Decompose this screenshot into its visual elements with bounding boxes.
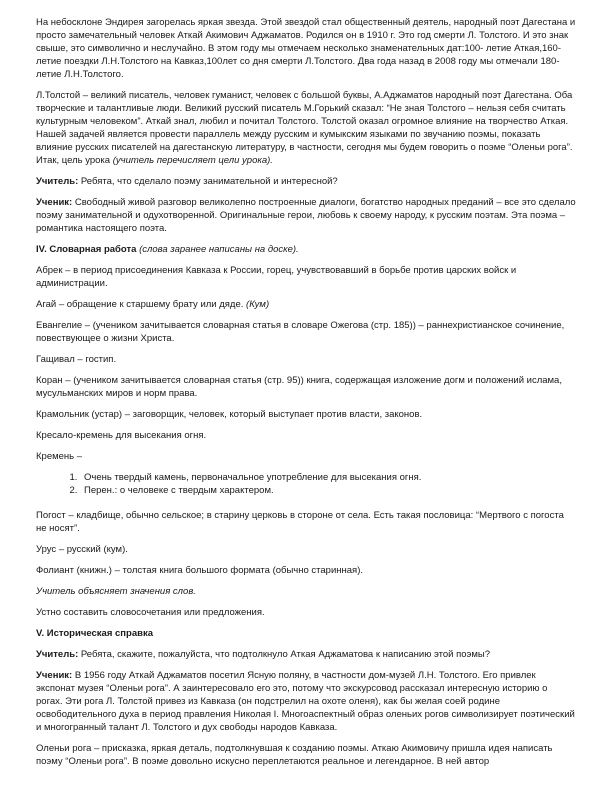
student-answer-2: Ученик: В 1956 году Аткай Аджаматов посетил Ясную поляну, в частности дом-музей Л.Н. Толстого. Его привлек экспонат музея “Оленьи рога”. А заинтересовало его это, потому что экскурсовод рассказал интересную историю о рогах. Эти рога Л. Толстой привез из Кавказа (он подстрелил на охоте оленя), как бы желая соей родине освободительного духа в период правления Николая I. Многоаспектный образ оленьих рогов символизирует поэтический и многогранный талант Л. Толстого и дух свободы народов Кавказа. <box>36 670 575 733</box>
oral-task: Устно составить словосочетания или предложения. <box>36 607 265 618</box>
intro-paragraph: На небосклоне Эндирея загорелась яркая звезда. Этой звездой стал общественный деятель, народный поэт Дагестана и просто замечательный человек Аткай Акимович Аджаматов. Родился он в 1910 г. Это год смерти Л. Толстого. И это знак свыше, это символично и неслучайно. В этом году мы отмечаем несколько знаменательных дат:100- летие Аткая,160-летие поездки Л.Н.Толстого на Кавказ,100лет со дня смерти Л.Толстого. Два года назад в 2008 году мы отмечали 180-летие Л.Н.Толстого. <box>36 17 576 80</box>
vocab-entry-agai: Агай – обращение к старшему брату или дяде. (Кум) <box>36 299 270 310</box>
tolstoy-paragraph: Л.Толстой – великий писатель, человек гуманист, человек с большой буквы, А.Аджаматов народный поэт Дагестана. Оба творческие и талантливые люди. Великий русский писатель М.Горький сказал: “Не зная Толстого – нельзя себя считать культурным человеком”. Аткай знал, любил и почитал Толстого. Толстой оказал огромное влияние на творчество Аткая. Нашей задачей является провести параллель между русским и кумыкским языками по звучанию поэмы, показать влияние русских писателей на дагестанскую литературу, в частности, сегодня мы будем говорить о поэме “Оленьи рога”. Итак, цель урока (учитель перечисляет цели урока). <box>36 90 573 166</box>
vocab-entry-kremen: Кремень – <box>36 451 83 462</box>
teacher-note: Учитель объясняет значения слов. <box>36 586 196 597</box>
vocab-entry-gospel: Евангелие – (учеником зачитывается словарная статья в словаре Ожегова (стр. 185)) – раннехристианское сочинение, повествующее о жизни Христа. <box>36 320 565 344</box>
speaker-label: Ученик: <box>36 670 73 681</box>
vocab-entry-koran: Коран – (учеником зачитывается словарная статья (стр. 95)) книга, содержащая изложение догм и положений ислама, мусульманских миров и норм права. <box>36 375 562 399</box>
kremen-meanings-list <box>36 471 576 497</box>
lesson-goals-note: (учитель перечисляет цели урока). <box>112 155 273 166</box>
vocab-entry-urus: Урус – русский (кум). <box>36 544 128 555</box>
speaker-label: Ученик: <box>36 197 73 208</box>
vocab-entry-kramolnik: Крамольник (устар) – заговорщик, человек, который выступает против власти, законов. <box>36 409 423 420</box>
student-answer-1: Ученик: Свободный живой разговор великолепно построенные диалоги, богатство народных преданий – все это сделало поэму занимательной и одухотворенной. Оригинальные герои, любовь к своему народу, к русским поэтам. Эта поэма – романтика настоящего поэта. <box>36 197 576 234</box>
section-heading-history: V. Историческая справка <box>36 628 153 639</box>
list-item: 2. Перен.: о человеке с твердым характером. <box>80 484 576 497</box>
vocab-entry-abrek: Абрек – в период присоединения Кавказа к России, горец, учувствовавший в борьбе против царских войск и администрации. <box>36 265 517 289</box>
vocab-entry-gashchival: Гащивал – гостип. <box>36 354 117 365</box>
vocab-entry-kresalo: Кресало-кремень для высекания огня. <box>36 430 207 441</box>
vocab-entry-pogost: Погост – кладбище, обычно сельское; в старину церковь в стороне от села. Есть такая пословица: “Мертвого с погоста не носят”. <box>36 510 564 534</box>
vocab-entry-foliant: Фолиант (книжн.) – толстая книга большого формата (обычно старинная). <box>36 565 363 576</box>
teacher-question-1: Учитель: Ребята, что сделало поэму занимательной и интересной? <box>36 176 338 187</box>
antlers-paragraph: Оленьи рога – присказка, яркая деталь, подтолкнувшая к созданию поэмы. Аткаю Акимовичу пришла идея написать поэму “Оленьи рога”. В поэме довольно искусно переплетаются реальное и легендарное. В ней автор <box>36 743 553 767</box>
speaker-label: Учитель: <box>36 649 79 660</box>
teacher-question-2: Учитель: Ребята, скажите, пожалуйста, что подтолкнуло Аткая Аджаматова к написанию этой поэмы? <box>36 649 490 660</box>
speaker-label: Учитель: <box>36 176 79 187</box>
section-heading-vocabulary: IV. Словарная работа (слова заранее написаны на доске). <box>36 244 299 255</box>
list-item: 1. Очень твердый камень, первоначальное употребление для высекания огня. <box>80 471 576 484</box>
